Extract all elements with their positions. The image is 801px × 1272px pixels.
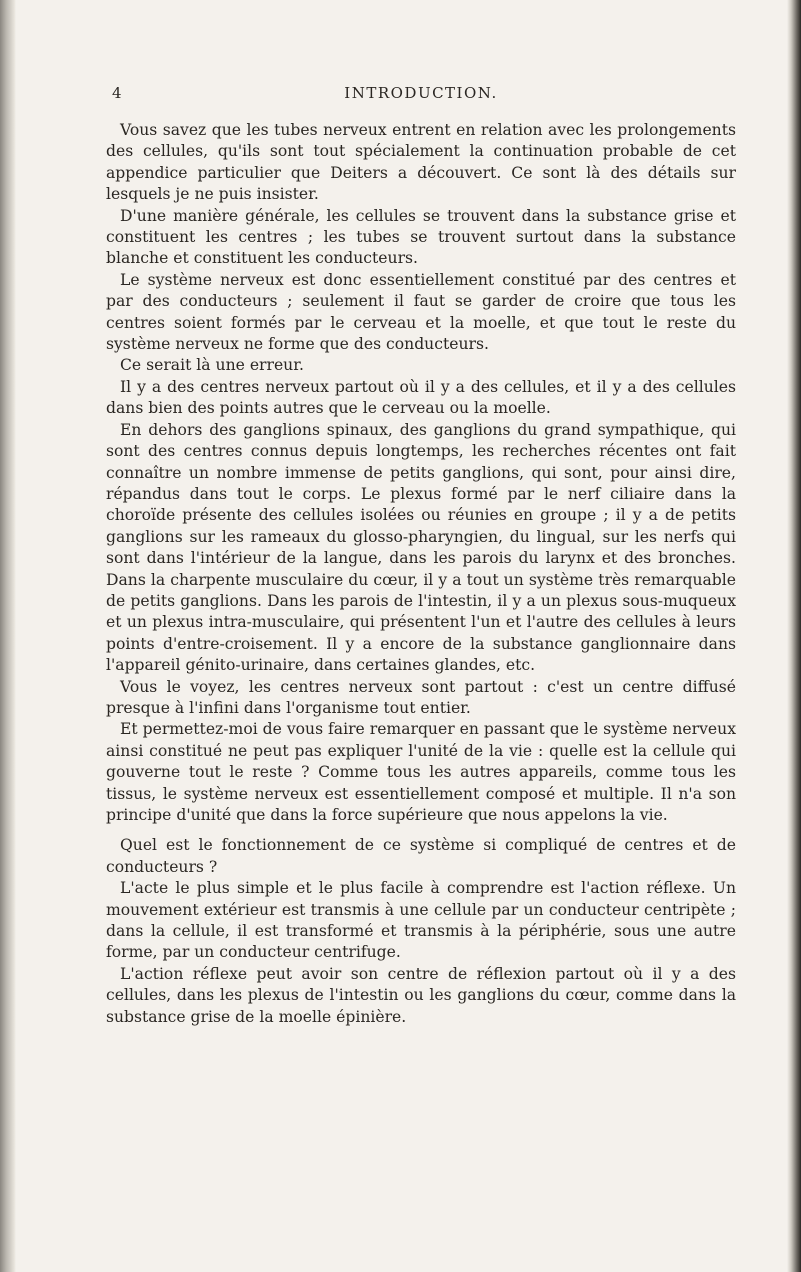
paragraph: Quel est le fonctionnement de ce système si compliqué de centres et de conducteurs ? [106, 836, 736, 876]
page-number: 4 [112, 84, 124, 102]
page-header [106, 84, 736, 108]
book-binding-right [787, 0, 801, 1272]
paragraph: Il y a des centres nerveux partout où il y a des cellules, et il y a des cellules dans bien des points autres que le cerveau ou la moelle. [106, 377, 736, 418]
paragraph: D'une manière générale, les cellules se trouvent dans la substance grise et constituent les centres ; les tubes se trouvent surtout dans la substance blanche et constituent les conducteurs. [106, 206, 736, 268]
paragraph: L'acte le plus simple et le plus facile à comprendre est l'action réflexe. Un mouvement extérieur est transmis à une cellule par un conducteur centripète ; dans la cellule, il est transformé et transmis à la périphérie, sous une autre forme, par un conducteur centrifuge. [106, 879, 736, 962]
book-page [106, 84, 736, 1028]
book-binding-left [0, 0, 16, 1272]
body-text [106, 120, 736, 1028]
paragraph: En dehors des ganglions spinaux, des ganglions du grand sympathique, qui sont des centres connus depuis longtemps, les recherches récentes ont fait connaître un nombre immense de petits ganglions, qui sont, pour ainsi dire, répandus dans tout le corps. Le plexus formé par le nerf ciliaire dans la choroïde présente des cellules isolées ou réunies en groupe ; il y a de petits ganglions sur les rameaux du glosso-pharyngien, du lingual, sur les nerfs qui sont dans l'intérieur de la langue, dans les parois du larynx et des bronches. Dans la charpente musculaire du cœur, il y a tout un système très remarquable de petits ganglions. Dans les parois de l'intestin, il y a un plexus sous-muqueux et un plexus intra-musculaire, qui présentent l'un et l'autre des cellules à leurs points d'entre-croisement. Il y a encore de la substance ganglionnaire dans l'appareil génito-urinaire, dans certaines glandes, etc. [106, 420, 736, 675]
paragraph: Ce serait là une erreur. [120, 356, 304, 375]
paragraph: Vous le voyez, les centres nerveux sont partout : c'est un centre diffusé presque à l'infini dans l'organisme tout entier. [106, 677, 736, 717]
paragraph: Vous savez que les tubes nerveux entrent en relation avec les prolongements des cellules, qu'ils sont tout spécialement la continuation probable de cet appendice particulier que Deiters a découvert. Ce sont là des détails sur lesquels je ne puis insister. [106, 121, 736, 204]
running-title: INTRODUCTION. [344, 84, 498, 102]
paragraph: Le système nerveux est donc essentiellement constitué par des centres et par des conducteurs ; seulement il faut se garder de croire que tous les centres soient formés par le cerveau et la moelle, et que tout le reste du système nerveux ne forme que des conducteurs. [106, 270, 736, 354]
paragraph: L'action réflexe peut avoir son centre de réflexion partout où il y a des cellules, dans les plexus de l'intestin ou les ganglions du cœur, comme dans la substance grise de la moelle épinière. [106, 964, 736, 1026]
paragraph: Et permettez-moi de vous faire remarquer en passant que le système nerveux ainsi constitué ne peut pas expliquer l'unité de la vie : quelle est la cellule qui gouverne tout le reste ? Comme tous les autres appareils, comme tous les tissus, le système nerveux est essentiellement composé et multiple. Il n'a son principe d'unité que dans la force supérieure que nous appelons la vie. [106, 720, 736, 824]
